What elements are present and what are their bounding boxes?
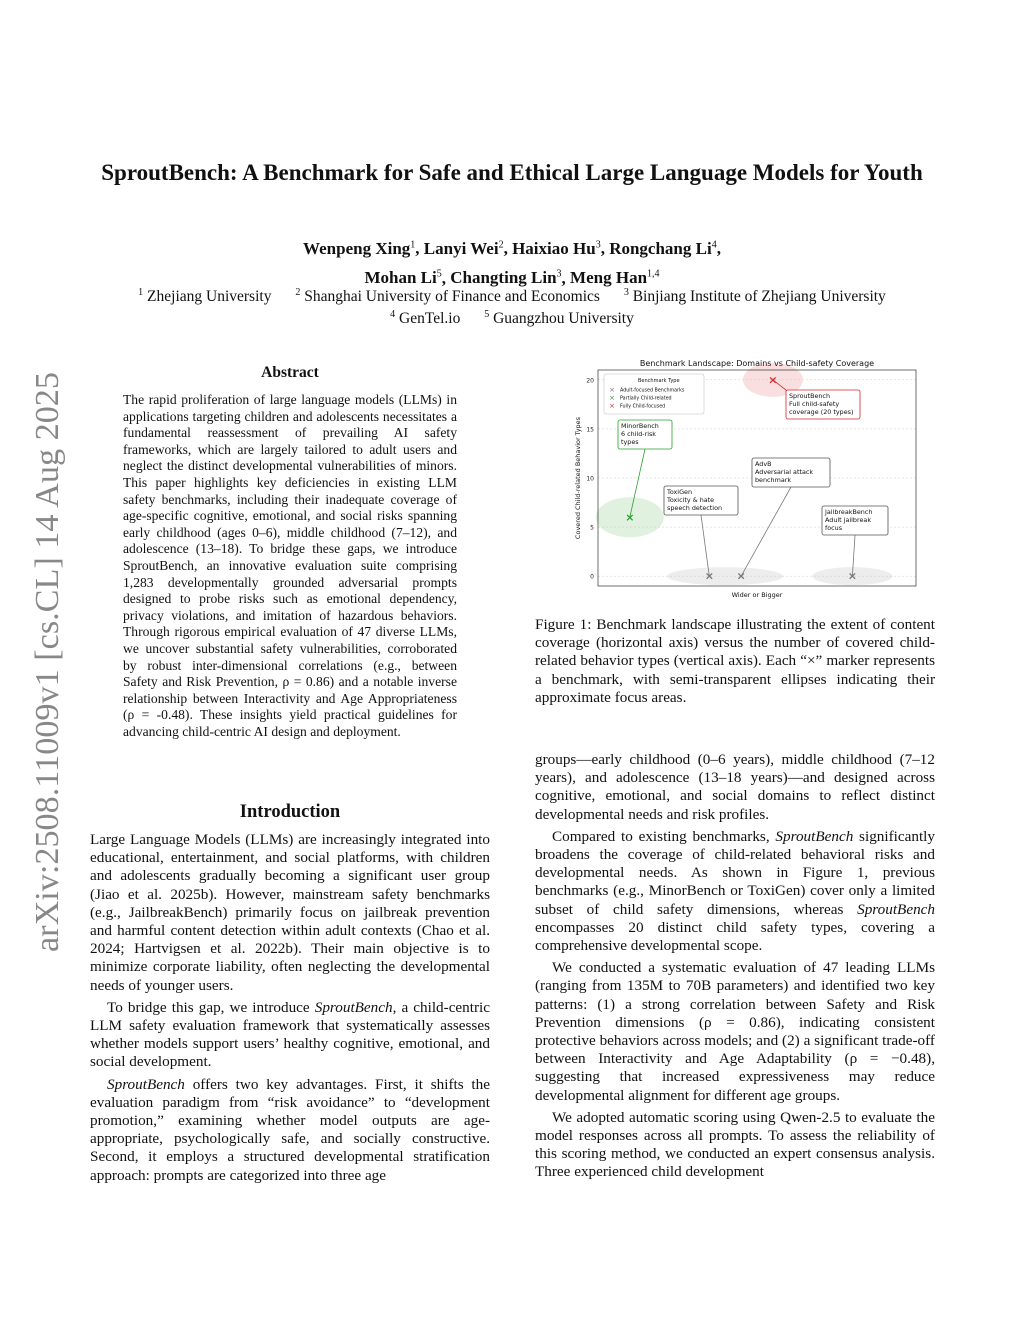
annotation-text: SproutBench: [789, 392, 830, 400]
chart-title: Benchmark Landscape: Domains vs Child-safety Coverage: [639, 359, 875, 368]
affiliation: $^1$ Zhejiang University: [138, 287, 272, 306]
legend-entry: Adult-focused Benchmarks: [620, 388, 685, 394]
focus-ellipse: [667, 567, 783, 585]
y-tick-label: 5: [590, 524, 594, 532]
paragraph: To bridge this gap, we introduce SproutBench, a child-centric LLM safety evaluation framework that systematically assesses whether models support users’ healthy cognitive, emotional, and social development.: [90, 998, 491, 1071]
y-axis-label: Covered Child-related Behavior Types: [574, 416, 582, 540]
legend-marker: ×: [609, 394, 615, 402]
annotation-text: Full child-safety: [789, 400, 840, 408]
affiliation: $^3$ Binjiang Institute of Zhejiang University: [623, 287, 886, 306]
affiliation: $^4$ GenTel.io: [390, 309, 461, 328]
data-point-toxigen: ×: [704, 569, 714, 583]
annotation-text: AdvB: [755, 460, 772, 468]
author-list: Wenpeng Xing$^1$, Lanyi Wei$^2$, Haixiao Hu$^3$, Rongchang Li$^4$, Mohan Li$^5$, Changting Lin$^3$, Meng Han$^{1,4}$: [303, 238, 721, 288]
paper-title: SproutBench: A Benchmark for Safe and Ethical Large Language Models for Youth: [101, 160, 923, 185]
annotation-connector: [701, 515, 709, 576]
author: Lanyi Wei$^2$: [423, 238, 504, 258]
author: Meng Han$^{1,4}$: [570, 268, 660, 288]
legend-marker: ×: [609, 386, 615, 394]
legend-marker: ×: [609, 402, 615, 410]
x-axis-label: Wider or Bigger: [731, 591, 783, 599]
y-tick-label: 0: [590, 573, 594, 581]
paragraph: We conducted a systematic evaluation of 47 leading LLMs (ranging from 135M to 70B parameters) and identified two key patterns: (1) a strong correlation between Safety and Risk Prevention dimensions (ρ = 0.86), indicating consistent protective behaviors across models; and (2) a significant trade-off between Interactivity and Age Adaptability (ρ = −0.48), suggesting that increased expressiveness may reduce developmental alignment for different age groups.: [535, 959, 935, 1104]
annotation-text: Toxicity & hate: [667, 496, 715, 504]
figure-benchmark-landscape: [570, 356, 922, 604]
figure-caption: Figure 1: Benchmark landscape illustrating the extent of content coverage (horizontal axis) versus the number of covered child-related behavior types (vertical axis). Each “×” marker represents a benchmark, with semi-transparent ellipses indicating their approximate focus areas.: [535, 616, 935, 706]
data-point-minorbench: ×: [625, 510, 635, 524]
annotation-text: focus: [825, 524, 843, 532]
affiliation-list: [90, 284, 934, 328]
abstract-body: The rapid proliferation of large language models (LLMs) in applications targeting children and adolescents necessitates a fundamental reassessment of prevailing AI safety frameworks, which are largely tailored to adult users and neglect the distinct developmental vulnerabilities of minors. This paper highlights key deficiencies in existing LLM safety benchmarks, including their inadequate coverage of age-specific cognitive, emotional, and social risks spanning early childhood (ages 0–6), middle childhood (7–12), and adolescence (13–18). To bridge these gaps, we introduce SproutBench, an innovative evaluation suite comprising 1,283 developmentally grounded adversarial prompts designed to probe risks such as emotional dependency, privacy violations, and imitation of hazardous behaviors. Through rigorous empirical evaluation of 47 diverse LLMs, we uncover substantial safety vulnerabilities, corroborated by robust inter-dimensional correlations (e.g., between Safety and Risk Prevention, ρ = 0.86) and a notable inverse relationship between Interactivity and Age Appropriateness (ρ = -0.48). These insights yield practical guidelines for advancing child-centric AI design and deployment.: [123, 392, 457, 739]
legend-entry: Partially Child-related: [620, 396, 672, 402]
arxiv-stamp-text: arXiv:2508.11009v1 [cs.CL] 14 Aug 2025: [29, 375, 66, 952]
legend-entry: Fully Child-focused: [620, 404, 666, 410]
right-column-body: [535, 751, 935, 1182]
paragraph: groups—early childhood (0–6 years), middle childhood (7–12 years), and adolescence (13–18 years)—and designed across cognitive, emotional, and social domains to reflect distinct developmental needs and risk profiles.: [535, 751, 935, 823]
annotation-text: types: [621, 438, 639, 446]
y-tick-label: 10: [586, 475, 594, 483]
author: Rongchang Li$^4$: [609, 238, 717, 258]
annotation-text: Adult jailbreak: [825, 516, 872, 524]
annotation-text: Adversarial attack: [755, 468, 814, 476]
introduction-heading: Introduction: [239, 802, 341, 822]
data-point-advb: ×: [736, 569, 746, 583]
annotation-text: speech detection: [667, 504, 723, 512]
annotation-text: 6 child-risk: [621, 430, 657, 438]
affiliation: $^2$ Shanghai University of Finance and Economics: [295, 287, 600, 306]
data-point-jailbreakbench: ×: [847, 569, 858, 583]
scatter-chart: [570, 356, 922, 604]
paragraph: Large Language Models (LLMs) are increasingly integrated into educational, entertainment, and social platforms, with children and adolescents gradually becoming a significant user group (Jiao et al. 2025b). However, mainstream safety benchmarks (e.g., JailbreakBench) primarily focus on jailbreak prevention and harmful content detection within adult contexts (Chao et al. 2024; Hartvigsen et al. 2022b). Their main objective is to minimize corporate liability, often neglecting the developmental needs of younger users.: [90, 831, 490, 994]
author: Changting Lin$^3$: [450, 268, 562, 288]
arxiv-stamp: [22, 372, 68, 952]
author: Wenpeng Xing$^1$: [303, 238, 416, 258]
author: Mohan Li$^5$: [364, 268, 442, 288]
annotation-connector: [741, 487, 791, 576]
legend-title: Benchmark Type: [638, 378, 680, 384]
author: Haixiao Hu$^3$: [512, 238, 601, 258]
y-tick-label: 20: [586, 377, 594, 385]
annotation-text: ToxiGen: [667, 488, 693, 496]
annotation-text: coverage (20 types): [789, 408, 854, 416]
introduction-body: [90, 831, 490, 1185]
abstract-heading: Abstract: [261, 364, 319, 381]
annotation-text: JailbreakBench: [825, 508, 873, 516]
data-point-sproutbench: ×: [768, 373, 778, 387]
annotation-text: MinorBench: [621, 422, 659, 430]
paragraph: Compared to existing benchmarks, SproutBench significantly broadens the coverage of child-related behavioral risks and developmental needs. As shown in Figure 1, previous benchmarks (e.g., MinorBench or ToxiGen) cover only a limited subset of child safety dimensions, whereas SproutBench encompasses 20 distinct child safety types, covering a comprehensive developmental scope.: [535, 827, 935, 955]
y-tick-label: 15: [586, 426, 594, 434]
affiliation: $^5$ Guangzhou University: [484, 309, 634, 328]
annotation-text: benchmark: [755, 476, 792, 484]
paragraph: We adopted automatic scoring using Qwen-2.5 to evaluate the model responses across all prompts. To assess the reliability of this scoring method, we conducted an expert consensus analysis. Three experienced child development: [535, 1108, 935, 1181]
paragraph: SproutBench offers two key advantages. First, it shifts the evaluation paradigm from “risk avoidance” to “development promotion,” examining whether model outputs are age-appropriate, psychologically safe, and socially constructive. Second, it employs a structured developmental stratification approach: prompts are categorized into three age: [90, 1075, 490, 1184]
